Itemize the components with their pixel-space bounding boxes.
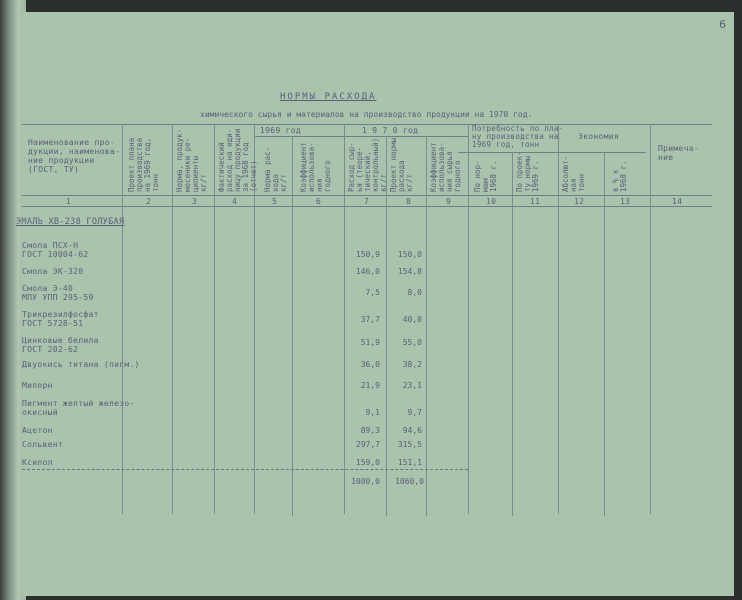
header-bottom-rule xyxy=(22,195,712,196)
row-name: Двуокись титана (пигм.) xyxy=(22,360,140,369)
col-divider xyxy=(214,124,215,514)
header-economy: Экономия xyxy=(578,132,619,141)
header-norm-1969: Норма рас- хода кг/т xyxy=(263,146,288,192)
row-value-norm: 150,0 xyxy=(397,250,422,259)
row-name: Цинковые белила ГОСТ 202-62 xyxy=(22,336,99,354)
table-top-rule xyxy=(22,124,712,125)
row-name: Ксилол xyxy=(22,458,53,467)
header-theoretical: Расход сыр- ья (теоре- тический, контрольный) кг/т xyxy=(347,137,388,192)
column-number: 9 xyxy=(446,197,452,206)
total-theoretical: 1000,0 xyxy=(351,477,380,486)
row-value-norm: 8,0 xyxy=(407,288,422,297)
row-value-theoretical: 36,0 xyxy=(360,360,380,369)
row-value-theoretical: 89,3 xyxy=(360,426,380,435)
row-name: Пигмент желтый железо- окисный xyxy=(22,399,135,417)
column-number: 6 xyxy=(316,197,322,206)
header-coef-1969: Коэффициент использова- ния годного xyxy=(299,142,332,192)
row-value-norm: 38,2 xyxy=(402,360,422,369)
page-number: 6 xyxy=(719,18,726,31)
header-notes: Примеча- ние xyxy=(658,144,699,162)
row-value-theoretical: 297,7 xyxy=(355,440,380,449)
header-year-1970: 1 9 7 0 год xyxy=(362,126,419,135)
row-value-theoretical: 51,9 xyxy=(360,338,380,347)
row-value-theoretical: 150,9 xyxy=(355,250,380,259)
row-name: Смола ЭК-320 xyxy=(22,267,84,276)
column-number: 7 xyxy=(364,197,370,206)
col-divider xyxy=(122,124,123,514)
header-absolute: Абсолют- ная тонн xyxy=(561,155,586,192)
row-value-theoretical: 146,0 xyxy=(355,267,380,276)
header-plan-1969: Проект плана производства на 1969 год, тонн xyxy=(127,137,160,192)
row-name: Ацетон xyxy=(22,426,53,435)
document-title: НОРМЫ РАСХОДА xyxy=(280,92,377,102)
column-number: 11 xyxy=(530,197,541,206)
header-product-name: Наименование про- дукции, наименова- ние продукции (ГОСТ, ТУ) xyxy=(28,138,121,174)
total-norm: 1060,0 xyxy=(395,477,424,486)
col-divider xyxy=(650,124,651,514)
row-value-norm: 94,6 xyxy=(402,426,422,435)
header-coef-1970: Коэффициент использова- ния сырья годного xyxy=(429,142,462,192)
column-number: 13 xyxy=(620,197,631,206)
row-name: Сольвент xyxy=(22,440,63,449)
product-heading: ЭМАЛЬ ХВ-238 ГОЛУБАЯ xyxy=(16,217,125,227)
header-actual-1968: Фактический расход на еди- ницу продукции за 1968 год (отчет) xyxy=(217,128,258,192)
row-value-theoretical: 7,5 xyxy=(365,288,380,297)
col-divider xyxy=(468,124,469,514)
row-value-norm: 55,0 xyxy=(402,338,422,347)
col-divider xyxy=(558,124,559,514)
header-percent: в % к 1968 г. xyxy=(611,160,628,192)
header-need: Потребность по пла- ну производства на 1969 год, тонн xyxy=(472,124,564,149)
document-page xyxy=(16,12,734,596)
col-divider xyxy=(172,124,173,514)
column-number: 8 xyxy=(406,197,412,206)
row-value-theoretical: 37,7 xyxy=(360,315,380,324)
header-year-1969: 1969 год xyxy=(260,126,301,135)
column-number: 2 xyxy=(146,197,152,206)
header-norm-project: Проект нормы расхода кг/т xyxy=(389,137,414,192)
column-number: 1 xyxy=(66,197,72,206)
header-norm-recipients: Норма, продук- мосеники ре- ципиенты кг/т xyxy=(175,128,208,192)
col-divider xyxy=(512,152,513,516)
col-divider xyxy=(604,152,605,516)
row-value-norm: 9,7 xyxy=(407,408,422,417)
document-subtitle: химического сырья и материалов на производство продукции на 1970 год. xyxy=(200,110,533,119)
row-name: Смола ПСХ-Н ГОСТ 10004-62 xyxy=(22,241,89,259)
row-value-theoretical: 159,0 xyxy=(355,458,380,467)
col-divider xyxy=(292,136,293,516)
column-number: 5 xyxy=(272,197,278,206)
header-by-norms-1968: По нор- мам 1968 г. xyxy=(473,160,498,192)
row-value-norm: 315,5 xyxy=(397,440,422,449)
row-value-norm: 23,1 xyxy=(402,381,422,390)
column-number: 3 xyxy=(192,197,198,206)
numbers-bottom-rule xyxy=(22,206,712,207)
column-number: 14 xyxy=(672,197,683,206)
row-name: Смола Э-40 МПУ УПП 295-59 xyxy=(22,284,94,302)
totals-divider xyxy=(22,469,468,470)
row-value-norm: 154,8 xyxy=(397,267,422,276)
column-number: 10 xyxy=(486,197,497,206)
column-number: 12 xyxy=(574,197,585,206)
economy-subheader-rule xyxy=(550,152,646,153)
col-divider xyxy=(426,136,427,516)
row-value-norm: 40,0 xyxy=(402,315,422,324)
row-value-theoretical: 21,9 xyxy=(360,381,380,390)
column-number: 4 xyxy=(232,197,238,206)
row-name: Трикрезилфосфат ГОСТ 5728-51 xyxy=(22,310,99,328)
header-by-project-1969: По проек- ту нормы 1969 г. xyxy=(515,151,540,192)
row-value-norm: 151,1 xyxy=(397,458,422,467)
row-name: Мипорн xyxy=(22,381,53,390)
row-value-theoretical: 9,1 xyxy=(365,408,380,417)
